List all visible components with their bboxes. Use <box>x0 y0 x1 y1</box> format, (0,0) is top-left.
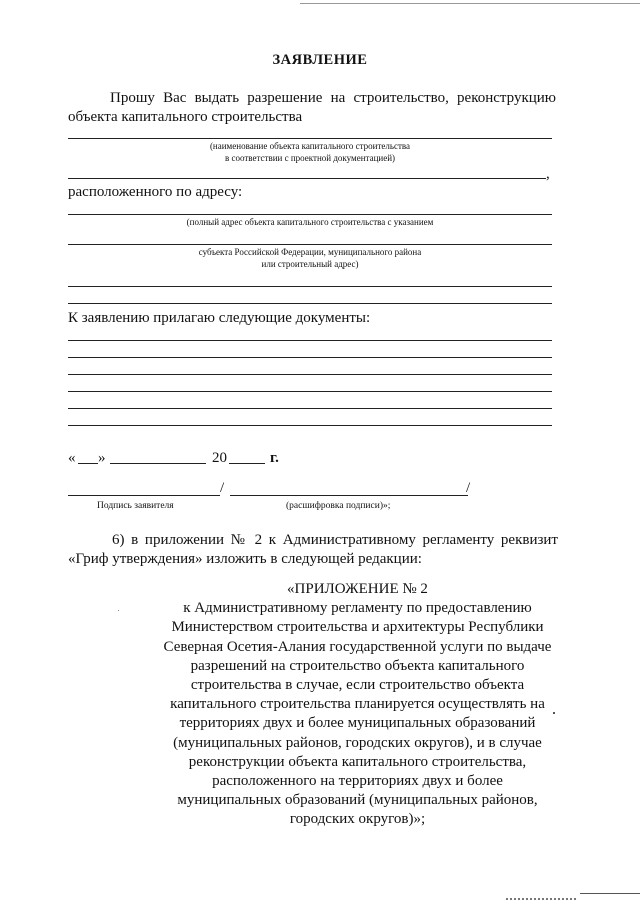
amendment-line-1: 6) в приложении № 2 к Административному регламенту реквизит <box>112 532 558 548</box>
scan-speck <box>553 712 555 714</box>
address-line-4 <box>68 303 552 304</box>
attached-doc-line <box>68 357 552 358</box>
signature-slash-1: / <box>220 480 225 496</box>
signature-label: Подпись заявителя <box>97 501 174 511</box>
scan-edge-line <box>300 3 640 4</box>
address-hint-2: субъекта Российской Федерации, муниципального района <box>198 247 422 257</box>
appendix-block <box>160 580 555 830</box>
address-line-2 <box>68 244 552 245</box>
object-name-line-2 <box>68 178 546 179</box>
appendix-line: строительства в случае, если строительство объекта <box>190 677 525 694</box>
attached-doc-line <box>68 340 552 341</box>
date-close-quote: » <box>98 450 106 466</box>
object-name-hint-2: в соответствии с проектной документацией) <box>224 153 396 163</box>
date-day-blank <box>78 463 98 464</box>
address-hint-1: (полный адрес объекта капитального строительства с указанием <box>186 217 434 227</box>
appendix-line: к Административному регламенту по предоставлению <box>183 600 532 617</box>
appendix-line: муниципальных образований (муниципальных районов, <box>177 792 538 809</box>
amendment-line-2: «Гриф утверждения» изложить в следующей редакции: <box>68 551 422 567</box>
signature-blank <box>68 495 220 496</box>
appendix-line: разрешений на строительство объекта капитального <box>190 657 525 674</box>
scan-speck <box>118 610 119 611</box>
attached-doc-line <box>68 374 552 375</box>
object-name-line-1 <box>68 138 552 139</box>
appendix-line: расположенного на территориях двух и более <box>212 773 503 790</box>
appendix-line: (муниципальных районов, городских округов), и в случае <box>173 734 542 751</box>
object-name-hint-1: (наименование объекта капитального строительства <box>209 141 411 151</box>
request-line-1: Прошу Вас выдать разрешение на строительство, реконструкцию <box>110 90 556 106</box>
address-line-1 <box>68 214 552 215</box>
scan-edge-mark <box>506 898 576 900</box>
appendix-line: городских округов)»; <box>289 811 426 828</box>
request-line-2: объекта капитального строительства <box>68 109 303 125</box>
appendix-line: Северная Осетия-Алания государственной услуги по выдаче <box>163 638 552 655</box>
date-open-quote: « <box>68 450 76 466</box>
appendix-line: капитального строительства планируется осуществлять на <box>170 696 545 713</box>
appendix-heading: «ПРИЛОЖЕНИЕ № 2 <box>287 581 428 597</box>
date-month-blank <box>110 463 206 464</box>
attached-doc-line <box>68 425 552 426</box>
scan-edge-mark <box>580 893 640 894</box>
date-year-prefix: 20 <box>212 450 227 466</box>
attach-docs-label: К заявлению прилагаю следующие документы: <box>68 310 371 326</box>
address-line-3 <box>68 286 552 287</box>
date-year-suffix: г. <box>270 450 279 466</box>
attached-doc-line <box>68 408 552 409</box>
appendix-line: Министерством строительства и архитектуры Республики <box>171 619 544 636</box>
signature-decode-label: (расшифровка подписи)»; <box>286 501 391 511</box>
appendix-line: территориях двух и более муниципальных образований <box>179 715 536 732</box>
attached-doc-line <box>68 391 552 392</box>
signature-slash-2: / <box>466 480 471 496</box>
appendix-line: реконструкции объекта капитального строительства, <box>188 753 527 770</box>
located-at-label: расположенного по адресу: <box>68 184 243 200</box>
date-year-blank <box>229 463 265 464</box>
document-title: ЗАЯВЛЕНИЕ <box>272 52 368 68</box>
object-name-comma: , <box>546 166 550 182</box>
signature-decode-blank <box>230 495 468 496</box>
address-hint-3: или строительный адрес) <box>261 259 359 269</box>
